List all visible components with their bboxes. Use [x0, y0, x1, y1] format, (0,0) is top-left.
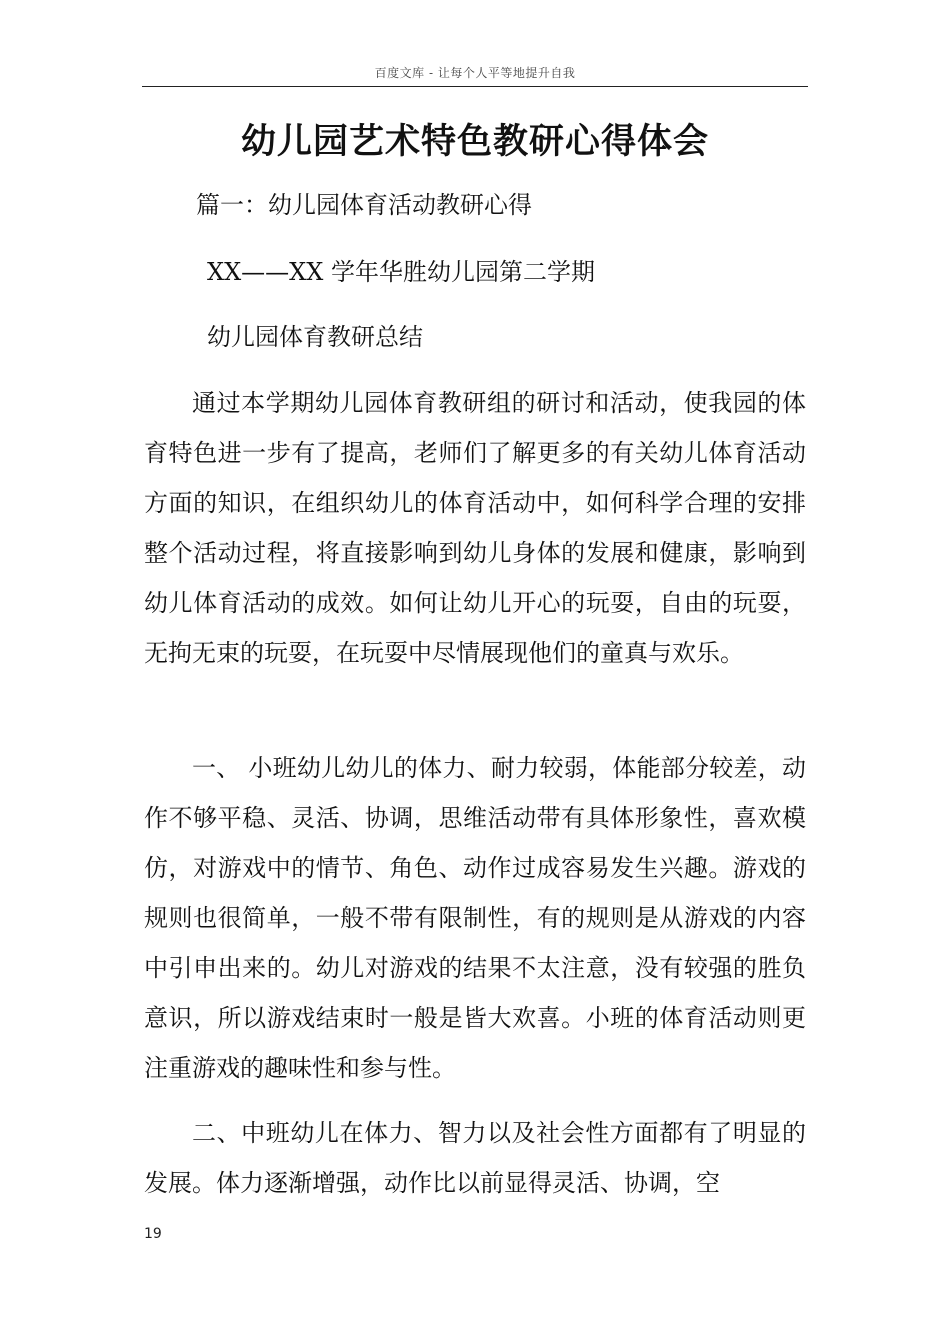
body-paragraph: 通过本学期幼儿园体育教研组的研讨和活动，使我园的体育特色进一步有了提高，老师们了解更多的有关幼儿体育活动方面的知识，在组织幼儿的体育活动中，如何科学合理的安排整个活动过程，将直接影响到幼儿身体的发展和健康，影响到幼儿体育活动的成效。如何让幼儿开心的玩耍，自由的玩耍，无拘无束的玩耍，在玩耍中尽情展现他们的童真与欢乐。 — [144, 389, 806, 667]
page-header-text: 百度文库 - 让每个人平等地提升自我 — [374, 66, 576, 80]
page-number: 19 — [144, 1226, 162, 1242]
section-heading: 篇一：幼儿园体育活动教研心得 — [196, 191, 532, 219]
term-line: XX——XX 学年华胜幼儿园第二学期 — [207, 258, 595, 286]
body-paragraph: 一、 小班幼儿幼儿的体力、耐力较弱，体能部分较差，动作不够平稳、灵活、协调，思维活动带有具体形象性，喜欢模仿，对游戏中的情节、角色、动作过成容易发生兴趣。游戏的规则也很简单，一般不带有限制性，有的规则是从游戏的内容中引申出来的。幼儿对游戏的结果不太注意，没有较强的胜负意识，所以游戏结束时一般是皆大欢喜。小班的体育活动则更注重游戏的趣味性和参与性。 — [144, 754, 806, 1082]
header-divider — [142, 86, 808, 87]
report-title: 幼儿园体育教研总结 — [207, 323, 423, 351]
document-title: 幼儿园艺术特色教研心得体会 — [240, 121, 709, 162]
body-paragraph: 二、中班幼儿在体力、智力以及社会性方面都有了明显的发展。体力逐渐增强，动作比以前显得灵活、协调，空 — [144, 1119, 806, 1197]
